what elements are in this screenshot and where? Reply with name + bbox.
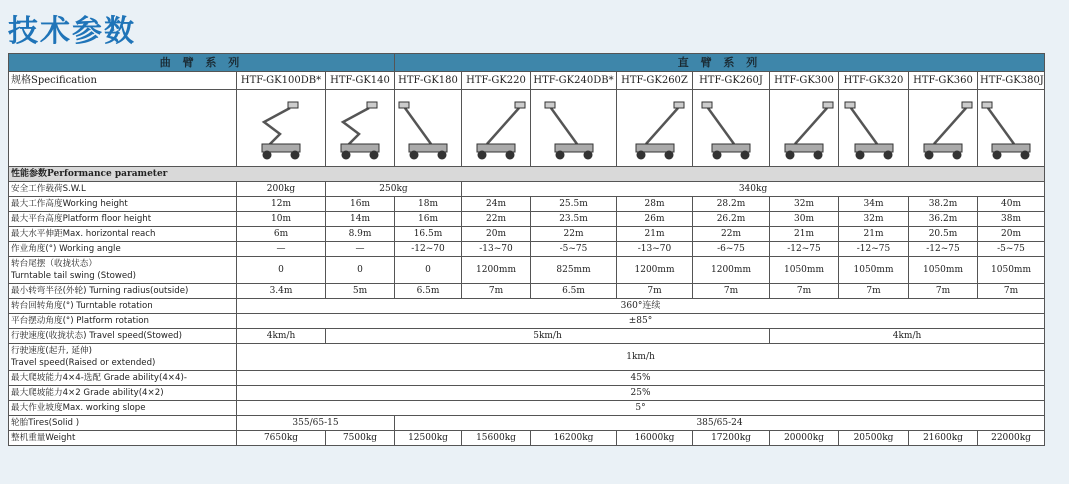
height-value-9: 38.2m (909, 197, 978, 212)
platform-value-0: 10m (237, 212, 326, 227)
platform-value-6: 26.2m (693, 212, 770, 227)
tail-value-3: 1200mm (462, 257, 531, 284)
reach-value-1: 8.9m (326, 227, 395, 242)
platform-value-7: 30m (770, 212, 839, 227)
height-value-8: 34m (839, 197, 909, 212)
speed-raised-row (9, 344, 1045, 371)
weight-value-7: 20000kg (770, 431, 839, 446)
machine-image-4 (531, 90, 617, 167)
angle-row (9, 242, 1045, 257)
model-header-9: HTF-GK360 (909, 72, 978, 90)
reach-value-2: 16.5m (395, 227, 462, 242)
weight-value-3: 15600kg (462, 431, 531, 446)
spec-table (8, 53, 1045, 446)
machine-image-7 (770, 90, 839, 167)
height-row (9, 197, 1045, 212)
platform-value-5: 26m (617, 212, 693, 227)
swl-value-1: 200kg (237, 182, 326, 197)
speed-stowed-label: 行驶速度(收拢状态) Travel speed(Stowed) (9, 329, 237, 344)
radius-value-4: 6.5m (531, 284, 617, 299)
radius-value-10: 7m (978, 284, 1045, 299)
machine-image-10 (978, 90, 1045, 167)
weight-value-5: 16000kg (617, 431, 693, 446)
weight-row (9, 431, 1045, 446)
height-value-3: 24m (462, 197, 531, 212)
platform-value-1: 14m (326, 212, 395, 227)
series-header-row (9, 54, 1045, 72)
grade44-value: 45% (237, 371, 1045, 386)
angle-value-0: — (237, 242, 326, 257)
speed-stowed-value-1: 4km/h (237, 329, 326, 344)
reach-value-5: 21m (617, 227, 693, 242)
aerial-platform-icon (250, 94, 312, 162)
model-header-2: HTF-GK180 (395, 72, 462, 90)
angle-value-10: -5~75 (978, 242, 1045, 257)
height-value-0: 12m (237, 197, 326, 212)
angle-value-6: -6~75 (693, 242, 770, 257)
machine-image-row (9, 90, 1045, 167)
tail-value-0: 0 (237, 257, 326, 284)
tail-value-6: 1200mm (693, 257, 770, 284)
reach-value-9: 20.5m (909, 227, 978, 242)
page-title: 技术参数 (8, 14, 136, 49)
reach-value-0: 6m (237, 227, 326, 242)
aerial-platform-icon (624, 94, 686, 162)
reach-value-3: 20m (462, 227, 531, 242)
performance-section-label: 性能参数Performance parameter (9, 167, 1045, 182)
aerial-platform-icon (912, 94, 974, 162)
tires-label: 轮胎Tires(Solid ) (9, 416, 237, 431)
image-label-cell (9, 90, 237, 167)
radius-value-1: 5m (326, 284, 395, 299)
radius-value-5: 7m (617, 284, 693, 299)
speed-stowed-value-3: 4km/h (770, 329, 1045, 344)
weight-value-10: 22000kg (978, 431, 1045, 446)
grade42-value: 25% (237, 386, 1045, 401)
machine-image-6 (693, 90, 770, 167)
weight-value-6: 17200kg (693, 431, 770, 446)
height-value-7: 32m (770, 197, 839, 212)
model-header-8: HTF-GK320 (839, 72, 909, 90)
angle-value-8: -12~75 (839, 242, 909, 257)
radius-value-6: 7m (693, 284, 770, 299)
machine-image-2 (395, 90, 462, 167)
weight-value-9: 21600kg (909, 431, 978, 446)
platform-value-2: 16m (395, 212, 462, 227)
radius-value-3: 7m (462, 284, 531, 299)
slope-label: 最大作业坡度Max. working slope (9, 401, 237, 416)
tires-value-2: 385/65-24 (395, 416, 1045, 431)
angle-value-5: -13~70 (617, 242, 693, 257)
model-header-1: HTF-GK140 (326, 72, 395, 90)
tail-label-en: Turntable tail swing (Stowed) (11, 271, 136, 281)
machine-image-8 (839, 90, 909, 167)
reach-value-6: 22m (693, 227, 770, 242)
swing-row (9, 314, 1045, 329)
turntable-row (9, 299, 1045, 314)
height-value-4: 25.5m (531, 197, 617, 212)
tail-value-4: 825mm (531, 257, 617, 284)
tail-value-9: 1050mm (909, 257, 978, 284)
height-value-2: 18m (395, 197, 462, 212)
tail-value-7: 1050mm (770, 257, 839, 284)
height-value-5: 28m (617, 197, 693, 212)
weight-label: 整机重量Weight (9, 431, 237, 446)
weight-value-8: 20500kg (839, 431, 909, 446)
reach-row (9, 227, 1045, 242)
grade44-label: 最大爬坡能力4×4-选配 Grade ability(4×4)- (9, 371, 237, 386)
reach-value-8: 21m (839, 227, 909, 242)
straight-series-header: 直 臂 系 列 (395, 54, 1045, 72)
radius-value-0: 3.4m (237, 284, 326, 299)
radius-value-2: 6.5m (395, 284, 462, 299)
spec-table-wrapper (8, 53, 1044, 446)
angle-value-3: -13~70 (462, 242, 531, 257)
platform-value-4: 23.5m (531, 212, 617, 227)
swl-value-3: 340kg (462, 182, 1045, 197)
grade42-label: 最大爬坡能力4×2 Grade ability(4×2) (9, 386, 237, 401)
swing-value: ±85° (237, 314, 1045, 329)
reach-value-4: 22m (531, 227, 617, 242)
angle-value-7: -12~75 (770, 242, 839, 257)
tail-value-10: 1050mm (978, 257, 1045, 284)
model-header-7: HTF-GK300 (770, 72, 839, 90)
turntable-label: 转台回转角度(°) Turntable rotation (9, 299, 237, 314)
speed-raised-label-cn: 行驶速度(起升, 延伸) (11, 346, 92, 356)
weight-value-1: 7500kg (326, 431, 395, 446)
platform-value-10: 38m (978, 212, 1045, 227)
reach-value-10: 20m (978, 227, 1045, 242)
weight-value-4: 16200kg (531, 431, 617, 446)
tires-row (9, 416, 1045, 431)
section-row (9, 167, 1045, 182)
swing-label: 平台摆动角度(°) Platform rotation (9, 314, 237, 329)
speed-raised-label (9, 344, 237, 371)
grade44-row (9, 371, 1045, 386)
weight-value-2: 12500kg (395, 431, 462, 446)
swl-value-2: 250kg (326, 182, 462, 197)
angle-label: 作业角度(°) Working angle (9, 242, 237, 257)
tail-label (9, 257, 237, 284)
radius-value-9: 7m (909, 284, 978, 299)
speed-stowed-row (9, 329, 1045, 344)
model-row (9, 72, 1045, 90)
slope-value: 5° (237, 401, 1045, 416)
tail-value-8: 1050mm (839, 257, 909, 284)
radius-label: 最小转弯半径(外轮) Turning radius(outside) (9, 284, 237, 299)
platform-row (9, 212, 1045, 227)
tail-label-cn: 转台尾摆（收拢状态） (11, 259, 97, 269)
speed-raised-label-en: Travel speed(Raised or extended) (11, 358, 156, 368)
machine-image-3 (462, 90, 531, 167)
tail-value-1: 0 (326, 257, 395, 284)
speed-raised-value: 1km/h (237, 344, 1045, 371)
platform-value-8: 32m (839, 212, 909, 227)
machine-image-1 (326, 90, 395, 167)
model-header-3: HTF-GK220 (462, 72, 531, 90)
platform-value-9: 36.2m (909, 212, 978, 227)
machine-image-0 (237, 90, 326, 167)
machine-image-5 (617, 90, 693, 167)
platform-value-3: 22m (462, 212, 531, 227)
platform-label: 最大平台高度Platform floor height (9, 212, 237, 227)
height-value-6: 28.2m (693, 197, 770, 212)
aerial-platform-icon (700, 94, 762, 162)
weight-value-0: 7650kg (237, 431, 326, 446)
model-header-6: HTF-GK260J (693, 72, 770, 90)
radius-value-8: 7m (839, 284, 909, 299)
slope-row (9, 401, 1045, 416)
swl-row (9, 182, 1045, 197)
angle-value-2: -12~70 (395, 242, 462, 257)
spec-label: 规格Specification (9, 72, 237, 90)
aerial-platform-icon (843, 94, 905, 162)
grade42-row (9, 386, 1045, 401)
radius-value-7: 7m (770, 284, 839, 299)
aerial-platform-icon (329, 94, 391, 162)
tail-value-2: 0 (395, 257, 462, 284)
turntable-value: 360°连续 (237, 299, 1045, 314)
aerial-platform-icon (773, 94, 835, 162)
aerial-platform-icon (980, 94, 1042, 162)
model-header-4: HTF-GK240DB* (531, 72, 617, 90)
tail-value-5: 1200mm (617, 257, 693, 284)
height-label: 最大工作高度Working height (9, 197, 237, 212)
radius-row (9, 284, 1045, 299)
model-header-10: HTF-GK380J (978, 72, 1045, 90)
height-value-1: 16m (326, 197, 395, 212)
swl-label: 安全工作载荷S.W.L (9, 182, 237, 197)
aerial-platform-icon (397, 94, 459, 162)
tail-row (9, 257, 1045, 284)
height-value-10: 40m (978, 197, 1045, 212)
tires-value-1: 355/65-15 (237, 416, 395, 431)
model-header-0: HTF-GK100DB* (237, 72, 326, 90)
aerial-platform-icon (465, 94, 527, 162)
angle-value-4: -5~75 (531, 242, 617, 257)
reach-label: 最大水平伸距Max. horizontal reach (9, 227, 237, 242)
speed-stowed-value-2: 5km/h (326, 329, 770, 344)
aerial-platform-icon (543, 94, 605, 162)
model-header-5: HTF-GK260Z (617, 72, 693, 90)
reach-value-7: 21m (770, 227, 839, 242)
angle-value-9: -12~75 (909, 242, 978, 257)
angle-value-1: — (326, 242, 395, 257)
curved-series-header: 曲 臂 系 列 (9, 54, 395, 72)
machine-image-9 (909, 90, 978, 167)
